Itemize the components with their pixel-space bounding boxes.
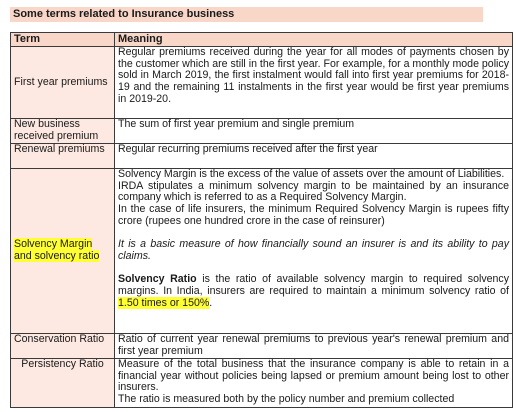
solvency-ratio-end: . (209, 296, 213, 309)
term-cell: Renewal premiums (11, 144, 115, 169)
meaning-cell: Regular premiums received during the year for all modes of payments chosen by the customer which are still in the first year. For example, for a monthly mode policy sold in March 2019, the first instalment would fall into first year premiums for 2018-19 and the remaining 11 instalments in the first year would be first year premiums in 2019-20. (115, 47, 513, 119)
meaning-paragraph-italic: It is a basic measure of how financially sound an insurer is and its ability to pay claims. (118, 238, 509, 262)
term-cell: New business received premium (11, 119, 115, 144)
table-row (11, 47, 513, 119)
table-row (11, 334, 513, 359)
meaning-column-header: Meaning (115, 33, 513, 47)
meaning-paragraph: Measure of the total business that the insurance company is able to retain in a financial year without policies being lapsed or premium amount being lost to other insurers. (118, 358, 509, 394)
solvency-ratio-paragraph (118, 274, 509, 309)
meaning-cell (115, 359, 513, 408)
solvency-ratio-label: Solvency Ratio (118, 273, 197, 286)
table-header-row (11, 33, 513, 47)
table-row (11, 359, 513, 408)
term-cell: First year premiums (11, 47, 115, 119)
table-row (11, 119, 513, 144)
highlighted-ratio-value: 1.50 times or 150% (118, 296, 210, 309)
table-row (11, 144, 513, 169)
insurance-terms-table (10, 32, 513, 408)
page-title: Some terms related to Insurance business (10, 7, 483, 22)
table-row (11, 169, 513, 334)
meaning-cell (115, 169, 513, 334)
meaning-paragraph: In the case of life insurers, the minimum Required Solvency Margin is rupees fifty crore (rupees one hundred crore in the case of reinsurer) (118, 203, 509, 227)
meaning-cell: The sum of first year premium and single premium (115, 119, 513, 144)
meaning-cell: Ratio of current year renewal premiums to previous year's renewal premium and first year premium (115, 334, 513, 359)
highlighted-term: Solvency Margin and solvency ratio (14, 238, 100, 262)
meaning-cell: Regular recurring premiums received after the first year (115, 144, 513, 169)
solvency-ratio-text: is the ratio of available solvency margin to required solvency margins. In India, insurers are required to maintain a minimum solvency ratio of (118, 273, 509, 297)
term-column-header: Term (11, 33, 115, 47)
meaning-paragraph: The ratio is measured both by the policy number and premium collected (118, 393, 455, 406)
term-cell (11, 169, 115, 334)
term-cell: Conservation Ratio (11, 334, 115, 359)
meaning-paragraph: IRDA stipulates a minimum solvency margin to be maintained by an insurance company which is referred to as a Required Solvency Margin. (118, 179, 509, 204)
term-cell: Persistency Ratio (11, 359, 115, 408)
meaning-paragraph: Solvency Margin is the excess of the value of assets over the amount of Liabilities. (118, 168, 505, 180)
